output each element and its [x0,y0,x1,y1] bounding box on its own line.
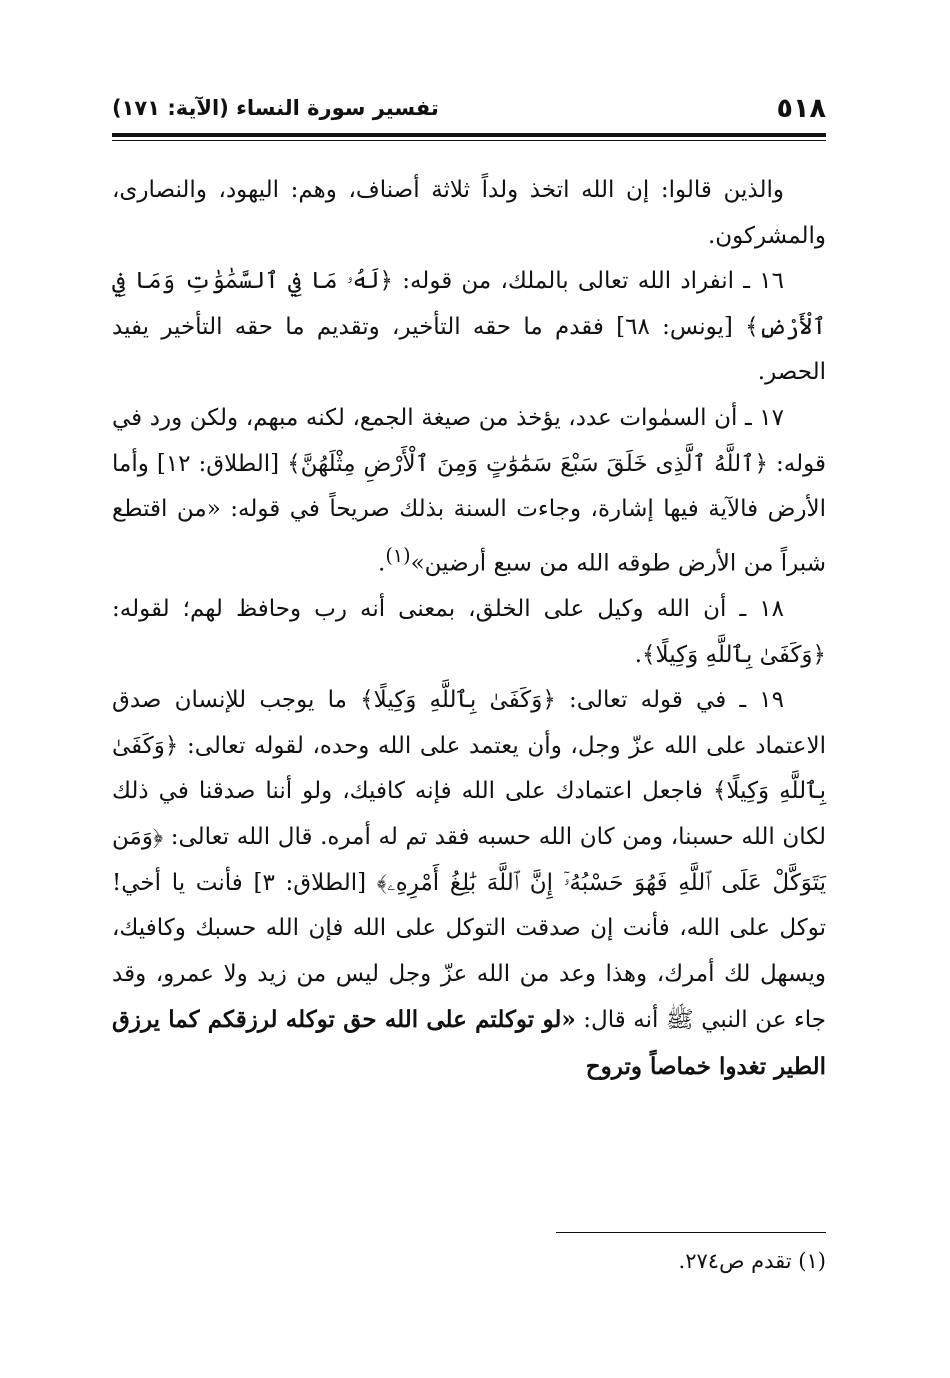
paragraph-16-text: ١٦ ـ انفراد الله تعالى بالملك، من قوله: [393,268,784,295]
paragraph-16-text-rest: [يونس: ٦٨] فقدم ما حقه التأخير، وتقديم ما حقه التأخير يفيد الحصر. [112,313,826,386]
main-text [112,168,826,1091]
paragraph-16 [112,259,826,396]
header-rule-thick [112,133,826,137]
footnote: (١) تقدم ص٢٧٤. [678,1249,826,1273]
paragraph-18-end: . [634,641,642,668]
paragraph-19-text-4: [الطلاق: ٣] فأنت يا أخي! توكل على الله، فأنت إن صدقت التوكل على الله فإن الله حسبك وكافيك، ويسهل لك أمرك، وهذا وعد من الله عزّ وجل ليس من زيد ولا عمرو، وقد جاء عن النبي ﷺ أنه قال: [112,869,826,1034]
paragraph-19-text-2: ما يوجب للإنسان صدق الاعتماد على الله عزّ وجل، وأن يعتمد على الله وحده، لقوله تعالى: [112,687,826,759]
paragraph-17-text: ١٧ ـ أن السمٰوات عدد، يؤخذ من صيغة الجمع، لكنه مبهم، ولكن ورد في قوله: [112,404,827,477]
paragraph-19-text-3: فاجعل اعتمادك على الله فإنه كافيك، ولو أننا صدقنا في ذلك لكان الله حسبنا، ومن كان الله حسبه فقد تم له أمره. قال الله تعالى: [112,778,826,850]
paragraph-1: والذين قالوا: إن الله اتخذ ولداً ثلاثة أصناف، وهم: اليهود، والنصارى، والمشركون. [112,177,826,249]
paragraph-17-end: . [378,550,386,577]
paragraph-19 [112,678,826,1090]
page-number: ٥١٨ [776,92,826,124]
quran-verse: ﴿وَكَفَىٰ بِٱللَّهِ وَكِيلًا﴾ [642,641,826,668]
paragraph-18-text: ١٨ ـ أن الله وكيل على الخلق، بمعنى أنه رب وحافظ لهم؛ لقوله: [112,596,784,622]
running-title: تفسير سورة النساء (الآية: ١٧١) [112,96,439,120]
header-rule-thin [112,140,826,141]
quran-verse: ﴿وَكَفَىٰ بِٱللَّهِ وَكِيلًا﴾ [360,687,556,714]
paragraph-17-text-rest: [الطلاق: ١٢] وأما الأرض فالآية فيها إشارة، وجاءت السنة بذلك صريحاً في قوله: «من اقتطع شبراً من الأرض طوقه الله من سبع أرضين» [112,450,826,577]
paragraph-17 [112,396,826,587]
page-header [112,88,826,128]
hadith-quote: «لو توكلتم على الله حق توكله لرزقكم كما يرزق الطير تغدوا خماصاً وتروح [112,1006,826,1080]
paragraph-19-text: ١٩ ـ في قوله تعالى: [555,687,785,714]
quran-verse: ﴿وَكَفَىٰ بِٱللَّهِ وَكِيلًا﴾ [112,732,826,805]
footnote-separator [556,1232,826,1233]
paragraph-18 [112,587,826,678]
quran-verse: ﴿وَمَن يَتَوَكَّلْ عَلَى ٱللَّهِ فَهُوَ حَسْبُهُۥٓ إِنَّ ٱللَّهَ بَٰلِغُ أَمْرِهِۦ﴾ [112,823,827,896]
footnote-reference: (١) [385,543,411,567]
quran-verse: ﴿ٱللَّهُ ٱلَّذِى خَلَقَ سَبْعَ سَمَٰوَٰتٍ وَمِنَ ٱلْأَرْضِ مِثْلَهُنَّ﴾ [287,450,769,477]
quran-verse: ﴿لَهُۥ مَا فِي ٱلسَّمَٰوَٰتِ وَمَا فِي ٱلْأَرْضِ﴾ [112,268,826,340]
